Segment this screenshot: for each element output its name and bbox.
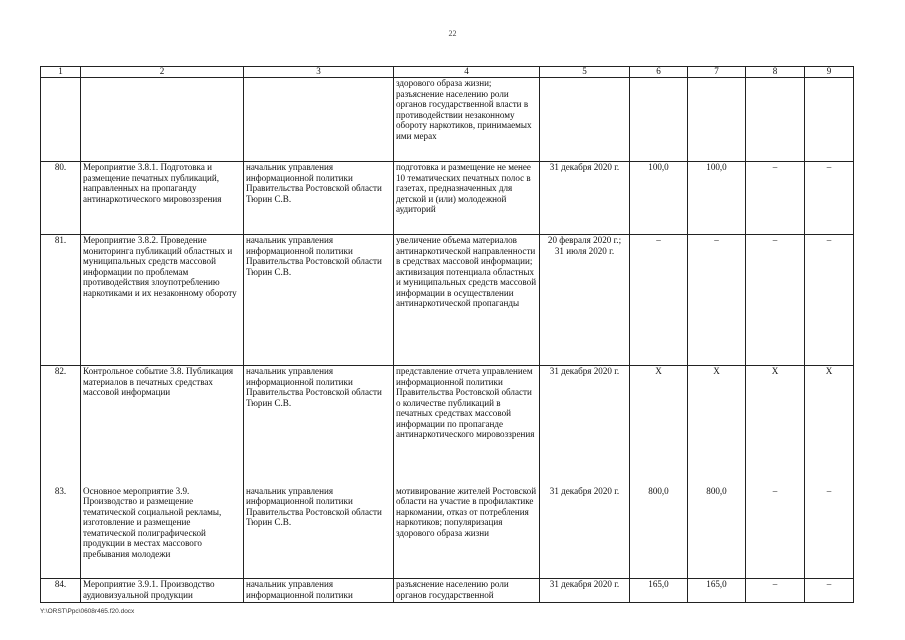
responsible-cell: начальник управления информационной политики Правительства Ростовской области Тюрин С.В. <box>244 486 394 579</box>
date-cell <box>540 78 630 162</box>
row-number: 81. <box>41 235 81 366</box>
program-table <box>40 66 854 603</box>
result-cell: мотивирование жителей Ростовской области на участие в профилактике наркомании, отказ от потребления наркотиков; популяризация здорового образа жизни <box>394 486 540 579</box>
table-row <box>41 366 854 486</box>
value-cell: 100,0 <box>688 162 746 235</box>
date-cell: 31 декабря 2020 г. <box>540 162 630 235</box>
value-cell <box>746 78 805 162</box>
result-cell: представление отчета управлением информационной политики Правительства Ростовской области о количестве публикаций в печатных средствах массовой информации по пропаганде антинаркотического мировоззрения <box>394 366 540 486</box>
value-cell: X <box>630 366 688 486</box>
event-cell: Контрольное событие 3.8. Публикация материалов в печатных средствах массовой информации <box>81 366 244 486</box>
row-number: 82. <box>41 366 81 486</box>
event-cell: Мероприятие 3.8.2. Проведение мониторинга публикаций областных и муниципальных средств массовой информации по проблемам противодействия злоупотреблению наркотиками и их незаконному обороту <box>81 235 244 366</box>
date-cell: 31 декабря 2020 г. <box>540 366 630 486</box>
value-cell: 165,0 <box>688 579 746 603</box>
responsible-cell: начальник управления информационной политики <box>244 579 394 603</box>
value-cell: – <box>746 235 805 366</box>
event-cell: Мероприятие 3.9.1. Производство аудиовизуальной продукции <box>81 579 244 603</box>
value-cell: 800,0 <box>688 486 746 579</box>
header-cell: 1 <box>41 67 81 78</box>
value-cell: X <box>746 366 805 486</box>
value-cell: 165,0 <box>630 579 688 603</box>
header-cell: 4 <box>394 67 540 78</box>
header-row <box>41 67 854 78</box>
value-cell: – <box>805 235 854 366</box>
value-cell: – <box>746 486 805 579</box>
header-cell: 3 <box>244 67 394 78</box>
table-row <box>41 162 854 235</box>
header-cell: 6 <box>630 67 688 78</box>
result-cell: увеличение объема материалов антинаркотической направленности в средствах массовой информации; активизация потенциала областных и муниципальных средств массовой информации в осуществлении антинаркотической пропаганды <box>394 235 540 366</box>
date-cell: 31 декабря 2020 г. <box>540 579 630 603</box>
table-row <box>41 78 854 162</box>
result-cell: здорового образа жизни; разъяснение населению роли органов государственной власти в противодействии незаконному обороту наркотиков, принимаемых ими мерах <box>394 78 540 162</box>
row-number: 84. <box>41 579 81 603</box>
value-cell: – <box>805 579 854 603</box>
value-cell <box>688 78 746 162</box>
responsible-cell: начальник управления информационной политики Правительства Ростовской области Тюрин С.В. <box>244 235 394 366</box>
value-cell: – <box>746 162 805 235</box>
value-cell <box>805 78 854 162</box>
value-cell: X <box>805 366 854 486</box>
responsible-cell: начальник управления информационной политики Правительства Ростовской области Тюрин С.В. <box>244 366 394 486</box>
file-path-footer: Y:\ORST\Ppc\0608r465.f20.docx <box>40 608 135 615</box>
header-cell: 7 <box>688 67 746 78</box>
header-cell: 5 <box>540 67 630 78</box>
value-cell: – <box>688 235 746 366</box>
table-row <box>41 235 854 366</box>
header-cell: 9 <box>805 67 854 78</box>
date-cell: 20 февраля 2020 г.; 31 июля 2020 г. <box>540 235 630 366</box>
value-cell: 100,0 <box>630 162 688 235</box>
result-cell: подготовка и размещение не менее 10 тематических печатных полос в газетах, предназначенных для детской и (или) молодежной аудиторий <box>394 162 540 235</box>
header-cell: 2 <box>81 67 244 78</box>
value-cell: X <box>688 366 746 486</box>
row-number: 80. <box>41 162 81 235</box>
responsible-cell: начальник управления информационной политики Правительства Ростовской области Тюрин С.В. <box>244 162 394 235</box>
value-cell: – <box>630 235 688 366</box>
date-cell: 31 декабря 2020 г. <box>540 486 630 579</box>
value-cell <box>630 78 688 162</box>
page-number: 22 <box>448 29 457 38</box>
event-cell: Мероприятие 3.8.1. Подготовка и размещение печатных публикаций, направленных на пропаганду антинаркотического мировоззрения <box>81 162 244 235</box>
value-cell: – <box>805 162 854 235</box>
header-cell: 8 <box>746 67 805 78</box>
event-cell: Основное мероприятие 3.9. Производство и размещение тематической социальной рекламы, изготовление и размещение тематической полиграфической продукции в местах массового пребывания молодежи <box>81 486 244 579</box>
table-row <box>41 579 854 603</box>
result-cell: разъяснение населению роли органов государственной <box>394 579 540 603</box>
value-cell: – <box>746 579 805 603</box>
value-cell: 800,0 <box>630 486 688 579</box>
table-row <box>41 486 854 579</box>
responsible-cell <box>244 78 394 162</box>
row-number <box>41 78 81 162</box>
event-cell <box>81 78 244 162</box>
row-number: 83. <box>41 486 81 579</box>
value-cell: – <box>805 486 854 579</box>
